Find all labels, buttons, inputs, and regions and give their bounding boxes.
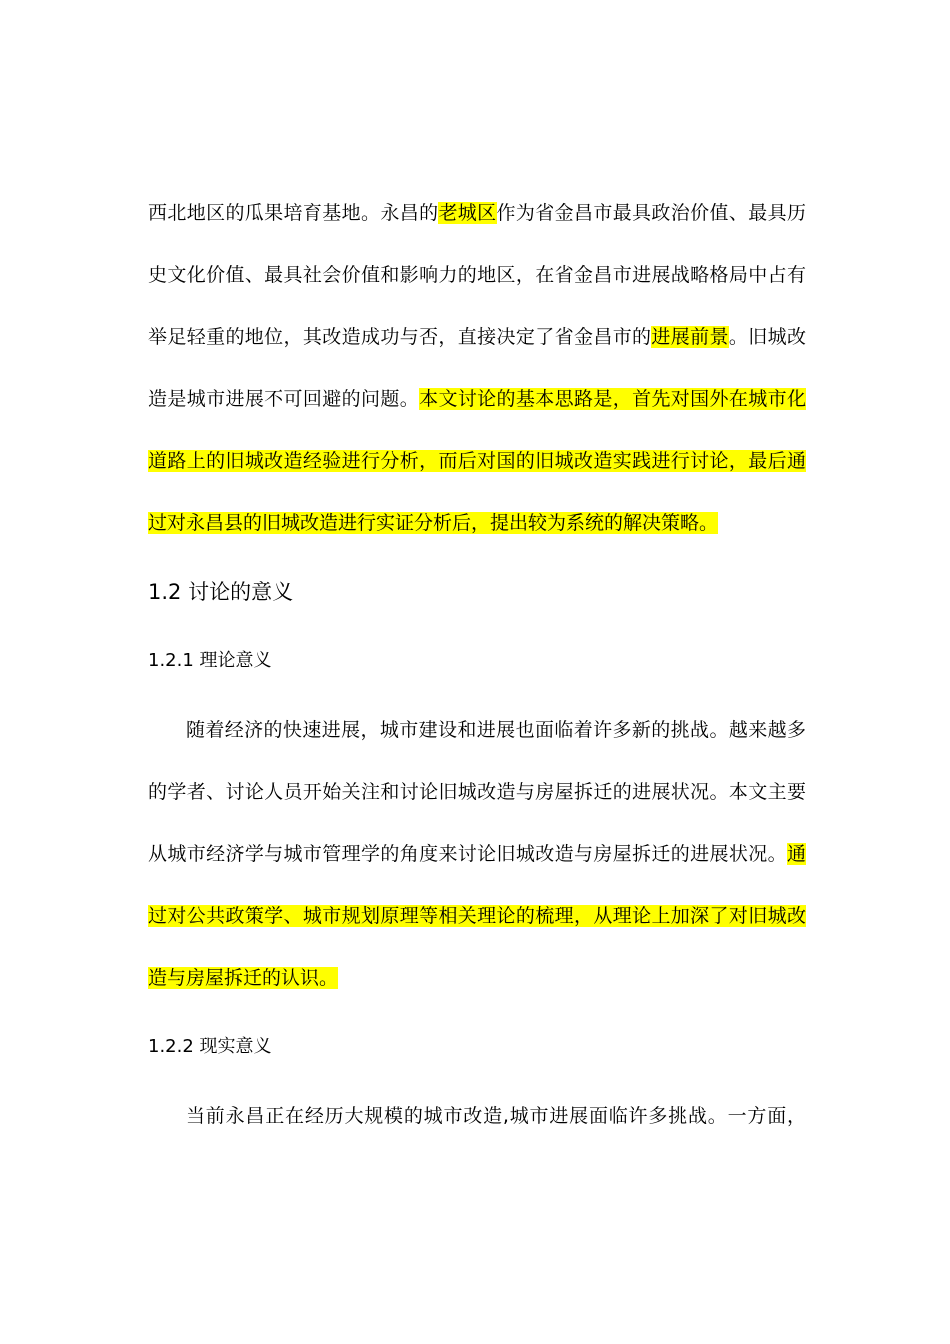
- highlighted-text: 通: [786, 843, 806, 865]
- para1-line4: [148, 384, 806, 414]
- section-heading-1-2-2: 1.2.2 现实意义: [148, 1036, 272, 1057]
- para1-line6: [148, 508, 718, 538]
- section-heading-1-2: 1.2 讨论的意义: [148, 580, 294, 604]
- highlighted-text: 道路上的旧城改造经验进行分析，而后对国的旧城改造实践进行讨论，最后通: [148, 450, 806, 472]
- para1-line2: 史文化价值、最具社会价值和影响力的地区，在省金昌市进展战略格局中占有: [148, 264, 806, 286]
- para1-line3: [148, 322, 806, 352]
- para2-line1: 随着经济的快速进展，城市建设和进展也面临着许多新的挑战。越来越多: [186, 719, 806, 741]
- para1-line5: [148, 446, 806, 476]
- text-span: 西北地区的瓜果培育基地。永昌的: [148, 202, 439, 224]
- para2-line5: [148, 963, 338, 993]
- highlighted-text: 进展前景: [651, 326, 729, 348]
- highlighted-text: 造与房屋拆迁的认识。: [148, 967, 339, 989]
- highlighted-text: 本文讨论的基本思路是，首先对国外在城市化: [419, 388, 806, 410]
- text-span: 举足轻重的地位，其改造成功与否，直接决定了省金昌市的: [148, 326, 652, 348]
- text-span: 。旧城改: [728, 326, 806, 348]
- para2-line2: 的学者、讨论人员开始关注和讨论旧城改造与房屋拆迁的进展状况。本文主要: [148, 781, 806, 803]
- para3-line1: 当前永昌正在经历大规模的城市改造,城市进展面临许多挑战。一方面，: [186, 1105, 806, 1127]
- text-span: 作为省金昌市最具政治价值、最具历: [496, 202, 806, 224]
- highlighted-text: 老城区: [438, 202, 497, 224]
- highlighted-text: 过对公共政策学、城市规划原理等相关理论的梳理，从理论上加深了对旧城改: [148, 905, 806, 927]
- para2-line4: [148, 901, 806, 931]
- text-span: 造是城市进展不可回避的问题。: [148, 388, 420, 410]
- text-span: 从城市经济学与城市管理学的角度来讨论旧城改造与房屋拆迁的进展状况。: [148, 843, 787, 865]
- highlighted-text: 过对永昌县的旧城改造进行实证分析后，提出较为系统的解决策略。: [148, 512, 719, 534]
- para2-line3: [148, 839, 806, 869]
- para1-line1: [148, 198, 806, 228]
- section-heading-1-2-1: 1.2.1 理论意义: [148, 650, 272, 671]
